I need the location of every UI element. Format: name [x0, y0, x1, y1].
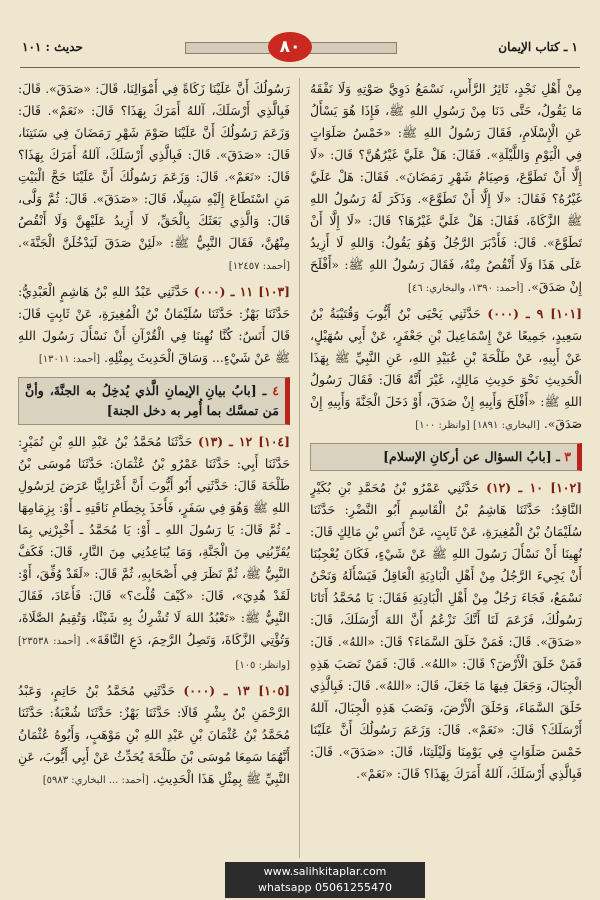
whatsapp-contact: whatsapp 05061255470	[258, 881, 392, 894]
hadith-number: [١٠٣] ١١ ـ (٠٠٠)	[193, 284, 290, 299]
page-header	[0, 30, 600, 68]
hadith-range-label: حديث : ١٠١	[22, 40, 83, 54]
section-number: ٤	[272, 383, 280, 398]
paragraph	[18, 281, 290, 371]
hadith-text: حَدَّثَنَا مُحَمَّدُ بْنُ عَبْدِ اللهِ بْنِ نُمَيْرٍ: حَدَّثَنَا أَبِي: حَدَّثَنَا عَمْرُو بْنُ عُثْمَانَ: حَدَّثَنَا مُوسَى بْنُ طَلْحَةَ قَالَ: حَدَّثَنِي أَبُو أَيُّوبَ أَنَّ أَعْرَابِيًّا عَرَضَ لِرَسُولِ اللهِ ﷺ وَهُوَ فِي سَفَرٍ، فَأَخَذَ بِخِطَامِ نَاقَتِهِ ـ أَوْ: بِزِمَامِهَا ـ ثُمَّ قَالَ: يَا رَسُولَ اللهِ ـ أَوْ: يَا مُحَمَّدُ ـ أَخْبِرْنِي بِمَا يُقَرِّبُنِي مِنَ الْجَنَّةِ، وَمَا يُبَاعِدُنِي مِنَ النَّارِ، قَالَ: فَكَفَّ النَّبِيُّ ﷺ، ثُمَّ نَظَرَ فِي أَصْحَابِهِ، ثُمَّ قَالَ: «لَقَدْ وُفِّقَ، أَوْ: لَقَدْ هُدِيَ»، قَالَ: «كَيْفَ قُلْتَ؟» قَالَ: فَأَعَادَ، فَقَالَ النَّبِيُّ ﷺ: «تَعْبُدُ اللهَ لَا تُشْرِكُ بِهِ شَيْئًا، وَتُقِيمُ الصَّلَاةَ، وَتُؤْتِي الزَّكَاةَ، وَتَصِلُ الرَّحِمَ، دَعِ النَّاقَةَ».	[18, 434, 290, 647]
hadith-number: [١٠١] ٩ ـ (٠٠٠)	[487, 306, 582, 321]
paragraph	[18, 431, 290, 677]
reference-note: [أحمد: ٢٣٥٣٨] [وانظر: ١٠٥]	[18, 636, 290, 671]
right-column	[310, 78, 582, 858]
reference-note: [البخاري: ١٨٩١] [وانظر: ١٠٠]	[415, 420, 540, 431]
hadith-text: حَدَّثَنِي يَحْيَى بْنُ أَيُّوبَ وَقُتَيْبَةُ بْنُ سَعِيدٍ، جَمِيعًا عَنْ إِسْمَاعِيلَ بْنِ جَعْفَرٍ، عَنْ أَبِي سُهَيْلٍ، عَنْ أَبِيهِ، عَنْ طَلْحَةَ بْنِ عُبَيْدِ اللهِ، عَنِ النَّبِيِّ ﷺ بِهَذَا الْحَدِيثِ نَحْوَ حَدِيثِ مَالِكٍ، غَيْرَ أَنَّهُ قَالَ: فَقَالَ رَسُولُ اللهِ ﷺ: «أَفْلَحَ وَأَبِيهِ إِنْ صَدَقَ، أَوْ دَخَلَ الْجَنَّةَ وَأَبِيهِ إِنْ صَدَقَ».	[310, 306, 582, 431]
page-number-badge: ٨٠	[268, 32, 312, 62]
hadith-number: [١٠٤] ١٢ ـ (١٣)	[198, 434, 290, 449]
reference-note: [أحمد: ١٣٩٠، والبخاري: ٤٦]	[408, 283, 524, 294]
chapter-title: ١ ـ كتاب الإيمان	[498, 40, 578, 54]
hadith-number: [١٠٥] ١٣ ـ (٠٠٠)	[183, 683, 290, 698]
section-heading	[18, 377, 290, 425]
column-divider	[299, 78, 300, 858]
paragraph	[310, 78, 582, 300]
reference-note: [أحمد: ... البخاري: ٥٩٨٣]	[42, 775, 149, 786]
reference-note: [أحمد: ١٢٤٥٧]	[228, 261, 290, 272]
reference-note: [أحمد: ١٣٠١١]	[38, 354, 101, 365]
hadith-text: حَدَّثَنِي مُحَمَّدُ بْنُ حَاتِمٍ، وَعَبْدُ الرَّحْمَنِ بْنُ بِشْرٍ قَالَا: حَدَّثَنَا بَهْزٌ: حَدَّثَنَا شُعْبَةُ: حَدَّثَنَا مُحَمَّدُ بْنُ عُثْمَانَ بْنِ عَبْدِ اللهِ بْنِ مَوْهَبٍ، وَأَبُوهُ عُثْمَانُ أَنَّهُمَا سَمِعَا مُوسَى بْنَ طَلْحَةَ يُحَدِّثُ عَنْ أَبِي أَيُّوبَ، عَنِ النَّبِيِّ ﷺ بِمِثْلِ هَذَا الْحَدِيثِ.	[18, 683, 290, 786]
section-heading	[310, 443, 582, 471]
hadith-text: حَدَّثَنِي عَمْرُو بْنُ مُحَمَّدِ بْنِ بُكَيْرٍ النَّاقِدُ: حَدَّثَنَا هَاشِمُ بْنُ الْقَاسِمِ أَبُو النَّضْرِ: حَدَّثَنَا سُلَيْمَانُ بْنُ الْمُغِيرَةِ، عَنْ ثَابِتٍ، عَنْ أَنَسِ بْنِ مَالِكٍ قَالَ: نُهِينَا أَنْ نَسْأَلَ رَسُولَ اللهِ ﷺ عَنْ شَيْءٍ، فَكَانَ يُعْجِبُنَا أَنْ يَجِيءَ الرَّجُلُ مِنْ أَهْلِ الْبَادِيَةِ الْعَاقِلُ فَيَسْأَلَهُ وَنَحْنُ نَسْمَعُ، فَجَاءَ رَجُلٌ مِنْ أَهْلِ الْبَادِيَةِ فَقَالَ: يَا مُحَمَّدُ أَتَانَا رَسُولُكَ، فَزَعَمَ لَنَا أَنَّكَ تَزْعُمُ أَنَّ اللهَ أَرْسَلَكَ، قَالَ: «صَدَقَ». قَالَ: فَمَنْ خَلَقَ السَّمَاءَ؟ قَالَ: «اللهُ». قَالَ: فَمَنْ خَلَقَ الْأَرْضَ؟ قَالَ: «اللهُ». قَالَ: فَمَنْ نَصَبَ هَذِهِ الْجِبَالَ، وَجَعَلَ فِيهَا مَا جَعَلَ، قَالَ: «اللهُ». قَالَ: فَبِالَّذِي خَلَقَ السَّمَاءَ، وَخَلَقَ الْأَرْضَ، وَنَصَبَ هَذِهِ الْجِبَالَ، آللهُ أَرْسَلَكَ؟ قَالَ: «نَعَمْ». قَالَ: وَزَعَمَ رَسُولُكَ أَنَّ عَلَيْنَا خَمْسَ صَلَوَاتٍ فِي يَوْمِنَا وَلَيْلَتِنَا، قَالَ: «صَدَقَ». قَالَ: فَبِالَّذِي أَرْسَلَكَ، آللهُ أَمَرَكَ بِهَذَا؟ قَالَ: «نَعَمْ».	[310, 480, 582, 781]
watermark-banner	[225, 862, 425, 898]
hadith-text: حَدَّثَنِي عَبْدُ اللهِ بْنُ هَاشِمٍ الْعَبْدِيُّ: حَدَّثَنَا بَهْزٌ: حَدَّثَنَا سُلَيْمَانُ بْنُ الْمُغِيرَةِ، عَنْ ثَابِتٍ قَالَ: قَالَ أَنَسٌ: كُنَّا نُهِينَا فِي الْقُرْآنِ أَنْ نَسْأَلَ رَسُولَ اللهِ ﷺ عَنْ شَيْءٍ... وَسَاقَ الْحَدِيثَ بِمِثْلِهِ.	[18, 284, 290, 365]
paragraph	[310, 477, 582, 785]
hadith-number: [١٠٢] ١٠ ـ (١٢)	[486, 480, 582, 495]
paragraph	[18, 680, 290, 792]
header-rule	[20, 67, 580, 68]
hadith-text: مِنْ أَهْلِ نَجْدٍ، ثَائِرُ الرَّأْسِ، نَسْمَعُ دَوِيَّ صَوْتِهِ وَلَا نَفْقَهُ مَا يَقُولُ، حَتَّى دَنَا مِنْ رَسُولِ اللهِ ﷺ، فَإِذَا هُوَ يَسْأَلُ عَنِ الْإِسْلَامِ، فَقَالَ رَسُولُ اللهِ ﷺ: «خَمْسُ صَلَوَاتٍ فِي الْيَوْمِ وَاللَّيْلَةِ». فَقَالَ: هَلْ عَلَيَّ غَيْرُهُنَّ؟ قَالَ: «لَا إِلَّا أَنْ تَطَوَّعَ، وَصِيَامُ شَهْرِ رَمَضَانَ». فَقَالَ: هَلْ عَلَيَّ غَيْرُهُ؟ فَقَالَ: «لَا إِلَّا أَنْ تَطَوَّعَ». وَذَكَرَ لَهُ رَسُولُ اللهِ ﷺ الزَّكَاةَ، فَقَالَ: هَلْ عَلَيَّ غَيْرُهَا؟ قَالَ: «لَا إِلَّا أَنْ تَطَوَّعَ». قَالَ: فَأَدْبَرَ الرَّجُلُ وَهُوَ يَقُولُ: وَاللهِ لَا أَزِيدُ عَلَى هَذَا وَلَا أَنْقُصُ مِنْهُ، فَقَالَ رَسُولُ اللهِ ﷺ: «أَفْلَحَ إِنْ صَدَقَ».	[310, 81, 582, 294]
section-number: ٣	[564, 449, 571, 464]
section-title: ـ [بابُ بيانِ الإيمانِ الَّذي يُدخِلُ به الجنَّةَ، وأنَّ مَن تمسَّك بما أُمِر به دخل الجنة]	[25, 383, 279, 418]
left-column	[18, 78, 290, 858]
paragraph	[18, 78, 290, 278]
section-title: ـ [بابُ السؤال عن أركانِ الإسلام]	[383, 449, 560, 464]
website-url: www.salihkitaplar.com	[263, 865, 387, 878]
hadith-text: رَسُولُكَ أَنَّ عَلَيْنَا زَكَاةً فِي أَمْوَالِنَا، قَالَ: «صَدَقَ». قَالَ: فَبِالَّذِي أَرْسَلَكَ، آللهُ أَمَرَكَ بِهَذَا؟ قَالَ: «نَعَمْ». قَالَ: وَزَعَمَ رَسُولُكَ أَنَّ عَلَيْنَا صَوْمَ شَهْرِ رَمَضَانَ فِي سَنَتِنَا، قَالَ: «صَدَقَ». قَالَ: فَبِالَّذِي أَرْسَلَكَ، آللهُ أَمَرَكَ بِهَذَا؟ قَالَ: «نَعَمْ». قَالَ: وَزَعَمَ رَسُولُكَ أَنَّ عَلَيْنَا حَجَّ الْبَيْتِ مَنِ اسْتَطَاعَ إِلَيْهِ سَبِيلًا، قَالَ: «صَدَقَ». قَالَ: ثُمَّ وَلَّى، قَالَ: وَالَّذِي بَعَثَكَ بِالْحَقِّ، لَا أَزِيدُ عَلَيْهِنَّ وَلَا أَنْقُصُ مِنْهُنَّ، فَقَالَ النَّبِيُّ ﷺ: «لَئِنْ صَدَقَ لَيَدْخُلَنَّ الْجَنَّةَ».	[18, 81, 290, 250]
paragraph	[310, 303, 582, 437]
